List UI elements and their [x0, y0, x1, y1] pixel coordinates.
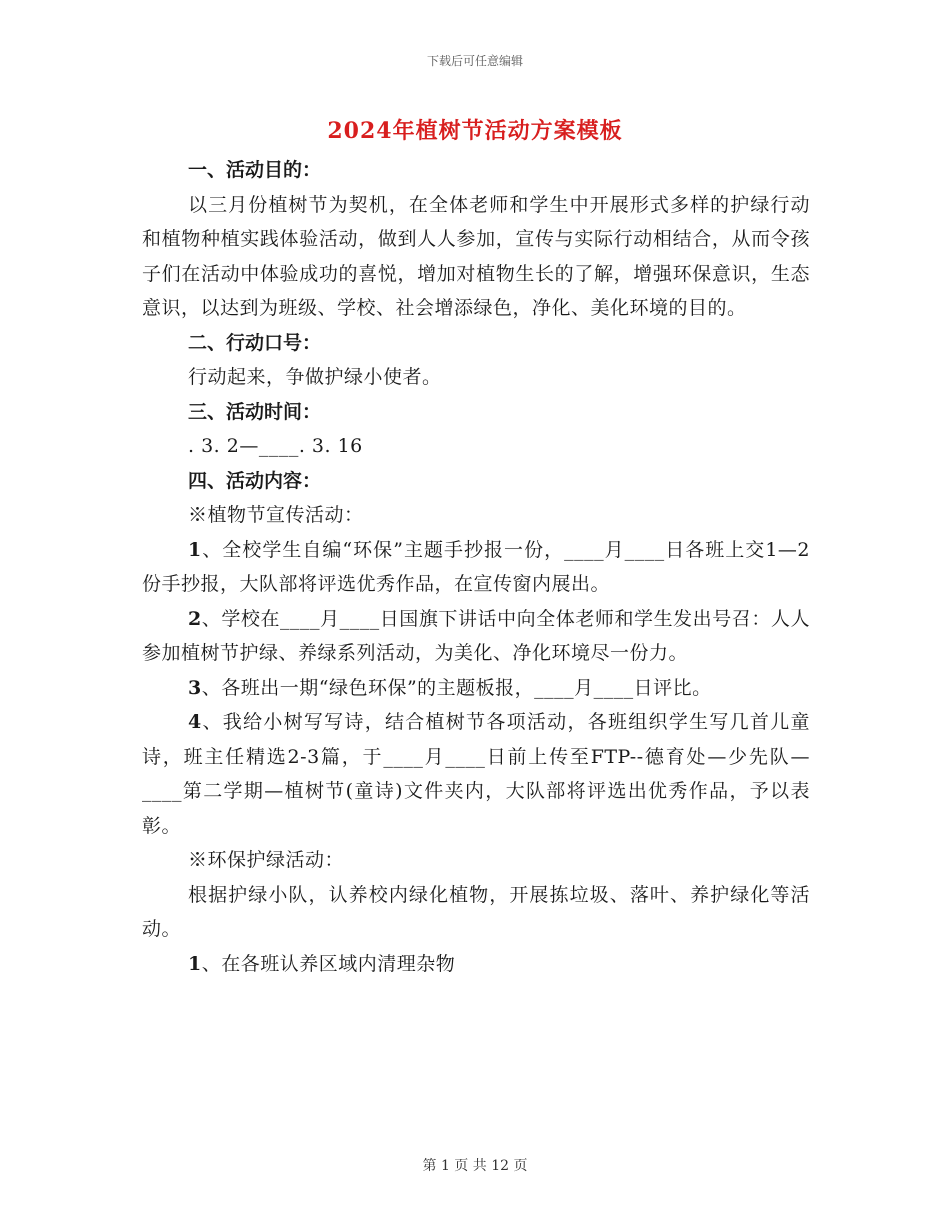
subheading-green-care: ※环保护绿活动：: [188, 849, 345, 871]
list-item: [142, 671, 810, 706]
list-item-text: 、各班出一期“绿色环保”的主题板报，____月____日评比。: [201, 676, 712, 699]
list-item: [142, 602, 810, 671]
document-body: [142, 153, 810, 981]
section-heading-content: 四、活动内容：: [188, 469, 322, 492]
list-item-number: 3: [188, 676, 202, 699]
section-heading-time: 三、活动时间：: [188, 400, 322, 423]
list-item: [142, 533, 810, 602]
list-item-text: 、在各班认养区域内清理杂物: [201, 952, 456, 975]
paragraph-slogan: 行动起来，争做护绿小使者。: [188, 366, 442, 388]
section-heading-purpose: 一、活动目的：: [188, 159, 322, 181]
paragraph-time: . 3. 2—____. 3. 16: [188, 435, 363, 457]
list-item-number: 4: [188, 711, 202, 733]
document-title: 2024年植树节活动方案模板: [327, 118, 623, 144]
paragraph-purpose: 以三月份植树节为契机，在全体老师和学生中开展形式多样的护绿行动和植物种植实践体验活动，做到人人参加，宣传与实际行动相结合，从而令孩子们在活动中体验成功的喜悦，增加对植物生长的了解，增强环保意识，生态意识，以达到为班级、学校、社会增添绿色，净化、美化环境的目的。: [142, 193, 810, 319]
list-item-number: 1: [188, 952, 202, 975]
subheading-publicity: ※植物节宣传活动：: [188, 504, 364, 526]
list-item-number: 2: [188, 607, 202, 630]
list-item: [142, 705, 810, 843]
list-item-number: 1: [188, 538, 202, 561]
page-header: 下载后可任意编辑: [426, 54, 523, 68]
list-item: [142, 947, 810, 982]
list-item-text: 、学校在____月____日国旗下讲话中向全体老师和学生发出号召：人人参加植树节护绿、养绿系列活动，为美化、净化环境尽一份力。: [142, 607, 810, 664]
paragraph-green-care: 根据护绿小队，认养校内绿化植物，开展拣垃圾、落叶、养护绿化等活动。: [142, 883, 810, 940]
list-item-text: 、全校学生自编“环保”主题手抄报一份，____月____日各班上交1—2份手抄报，大队部将评选优秀作品，在宣传窗内展出。: [142, 538, 810, 595]
section-heading-slogan: 二、行动口号：: [188, 331, 322, 354]
list-item-text: 、我给小树写写诗，结合植树节各项活动，各班组织学生写几首儿童诗，班主任精选2-3篇，于____月____日前上传至FTP--德育处—少先队—____第二学期—植树节(童诗)文件夹内，大队部将评选出优秀作品，予以表彰。: [142, 711, 810, 837]
page-footer: 第 1 页 共 12 页: [422, 1158, 528, 1174]
